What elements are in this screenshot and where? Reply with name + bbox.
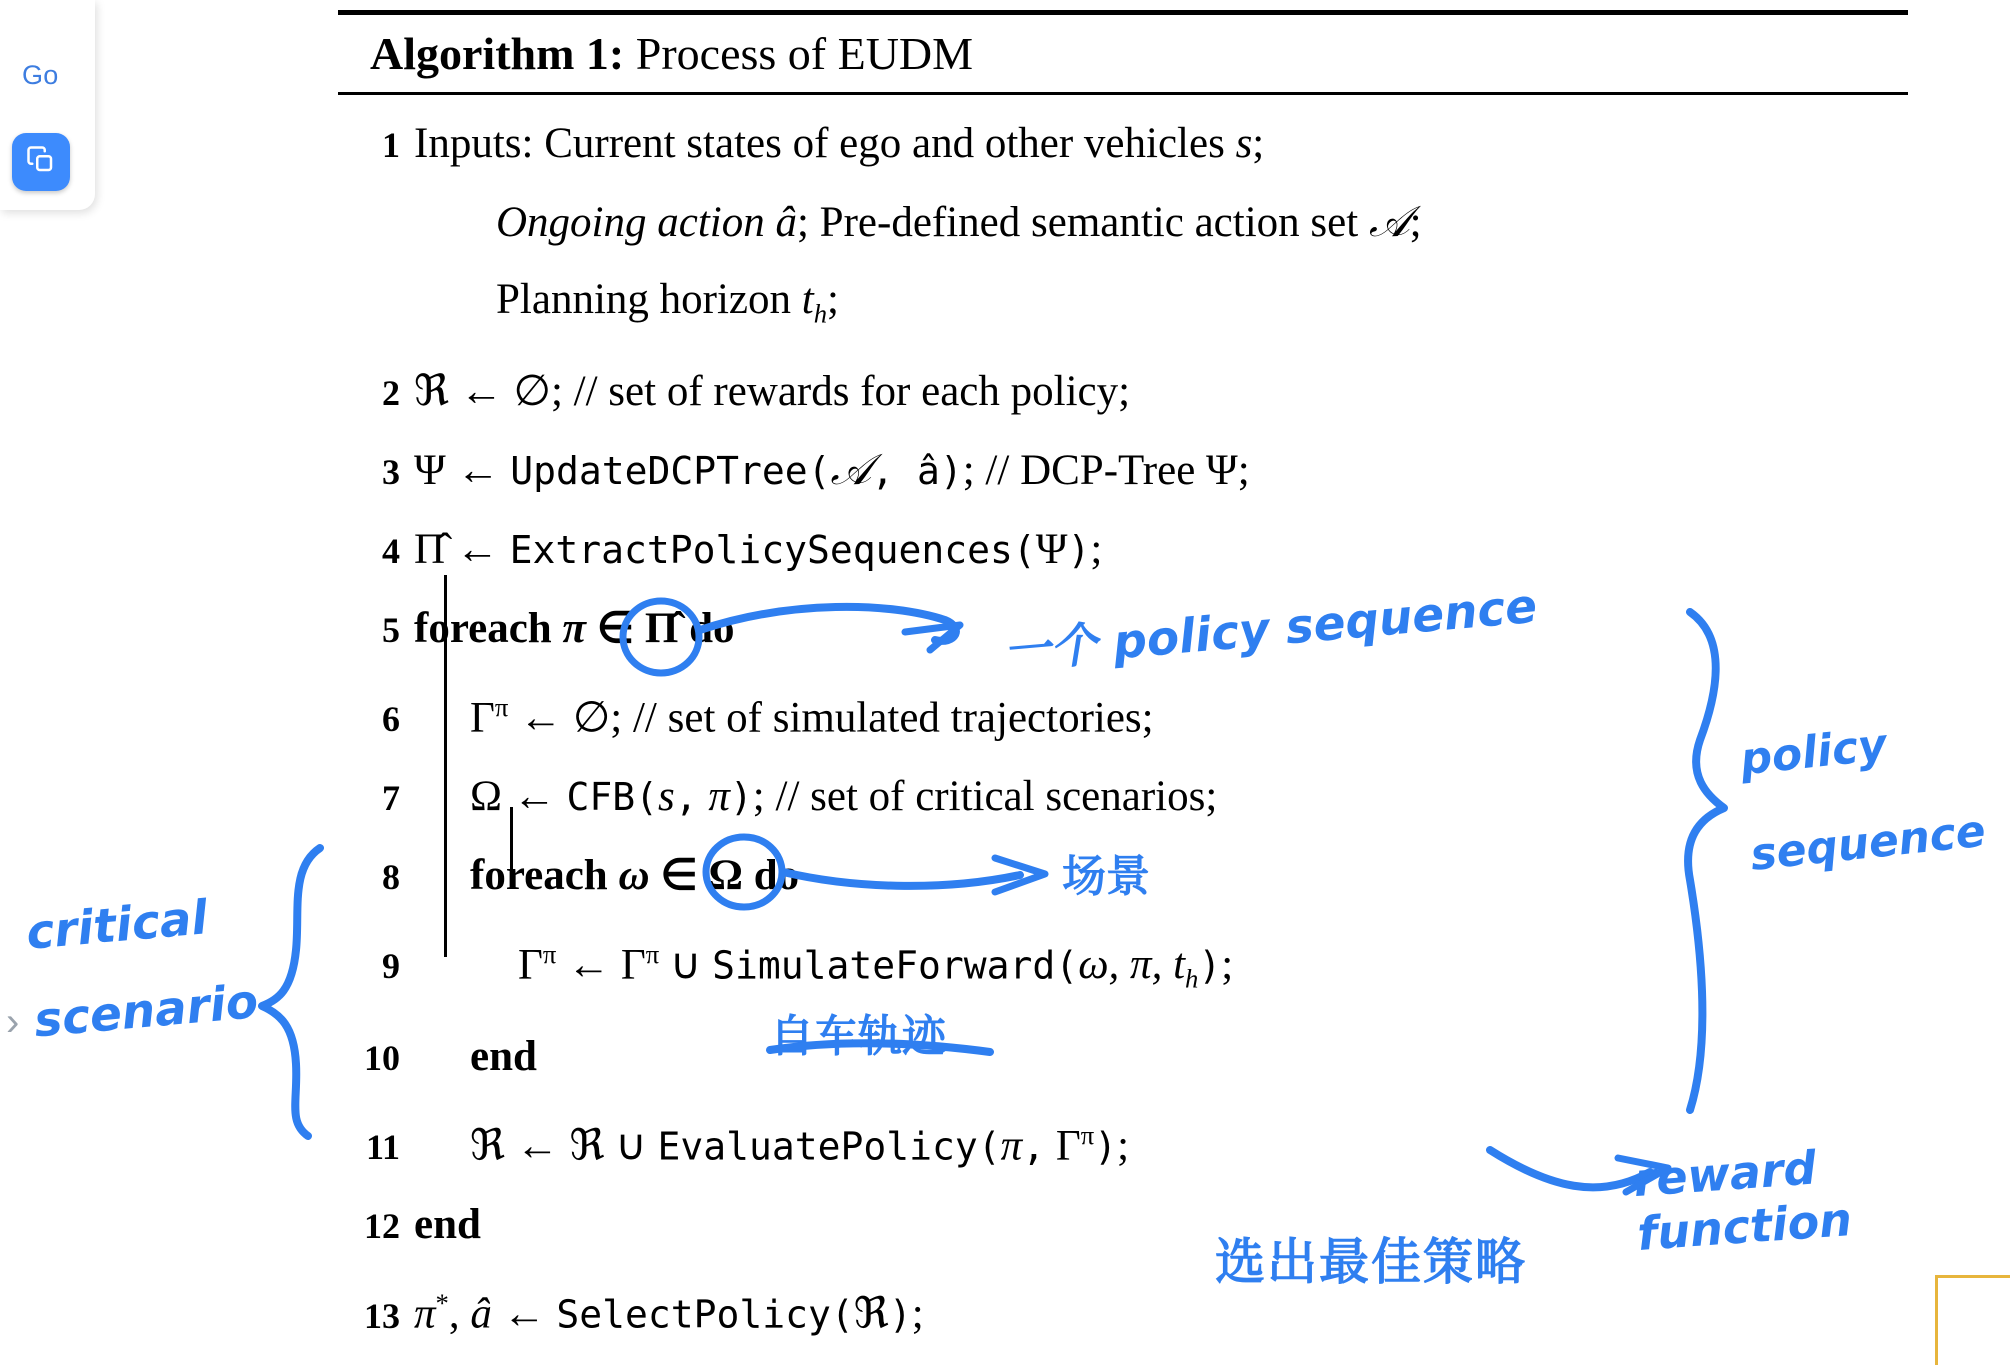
line-number: 7 [382, 777, 400, 818]
line-number: 8 [382, 856, 400, 897]
line-text: Planning horizon $t_h$; [496, 276, 839, 329]
algorithm-line [338, 353, 1918, 432]
line-number: 3 [382, 451, 400, 492]
line-text: ℜ ← ∅; // set of rewards for each policy; [414, 367, 1131, 415]
yellow-highlight-corner [1935, 1275, 2010, 1365]
go-button[interactable]: Go [22, 60, 59, 90]
line-text: π*, â ← SelectPolicy(ℜ); [414, 1288, 924, 1338]
line-number: 12 [364, 1206, 400, 1247]
algorithm-title-text: Process of EUDM [624, 28, 974, 79]
algorithm-line [338, 758, 1918, 837]
line-number: 4 [382, 530, 400, 571]
line-number: 10 [364, 1037, 400, 1078]
line-text: foreach π ∈ Π̂ do [414, 604, 735, 652]
algorithm-line [338, 184, 1918, 261]
ink-note-reward-function: reward function [1631, 1140, 1854, 1261]
line-text: end [414, 1201, 481, 1249]
line-text: Ψ ← UpdateDCPTree(𝒜, â); // DCP-Tree Ψ; [414, 444, 1250, 495]
line-number: 9 [382, 946, 400, 987]
ink-note-line: policy [1737, 719, 1890, 786]
line-number: 2 [382, 372, 400, 413]
algorithm-title-label: Algorithm 1: [370, 28, 625, 79]
ink-note-scene-cn: 场景 [1062, 851, 1150, 902]
line-number: 1 [382, 125, 400, 165]
line-text: Π̂ ← ExtractPolicySequences(Ψ); [414, 525, 1103, 573]
line-text: ℜ ← ℜ ∪ EvaluatePolicy(π, $\Gamma^\pi$); [470, 1119, 1130, 1170]
line-number: 11 [365, 1127, 400, 1168]
scroll-chevron-icon: › [6, 1000, 20, 1044]
copy-icon [26, 145, 56, 180]
ink-brace-critical-scenario [262, 848, 320, 1136]
algorithm-line [338, 1018, 1918, 1097]
line-text: $\Gamma^\pi$ ← $\Gamma^\pi$ ∪ SimulateForward(ω, π, $t_h$); [518, 938, 1234, 994]
algorithm-line [338, 261, 1918, 353]
algorithm-line [338, 1265, 1918, 1354]
line-number: 5 [382, 609, 400, 650]
ink-note-policy-sequence-right [1736, 688, 1991, 904]
line-text: $\Gamma^\pi$ ← ∅; // set of simulated trajectories; [470, 691, 1154, 741]
ink-note-line: sequence [1747, 805, 1988, 881]
algorithm-line [338, 916, 1918, 1018]
line-text: end [470, 1032, 537, 1080]
ink-note-line: critical [24, 890, 210, 961]
ink-note-critical-scenario [23, 871, 262, 1066]
algorithm-line [338, 432, 1918, 511]
algorithm-title [338, 15, 1918, 92]
ink-note-trajectory-cn: 自车轨迹 [770, 1011, 946, 1062]
copy-button[interactable] [12, 133, 70, 191]
ink-note-policy-sequence: 一个 policy sequence [1000, 578, 1540, 681]
line-text: Ongoing action â; Pre-defined semantic action set 𝒜; [496, 197, 1422, 247]
line-number: 13 [364, 1295, 400, 1336]
line-number: 6 [382, 698, 400, 739]
line-text: foreach ω ∈ Ω do [470, 851, 800, 899]
algorithm-line [338, 669, 1918, 758]
ink-note-line: scenario [31, 974, 261, 1049]
algorithm-line [338, 511, 1918, 590]
algorithm-line [338, 105, 1918, 184]
line-text: Ω ← CFB(s, π); // set of critical scenarios; [470, 772, 1218, 820]
floating-toolbar [0, 0, 95, 210]
line-text: Inputs: Current states of ego and other vehicles s; [414, 120, 1265, 167]
ink-note-select-best-cn: 选出最佳策略 [1215, 1233, 1527, 1291]
